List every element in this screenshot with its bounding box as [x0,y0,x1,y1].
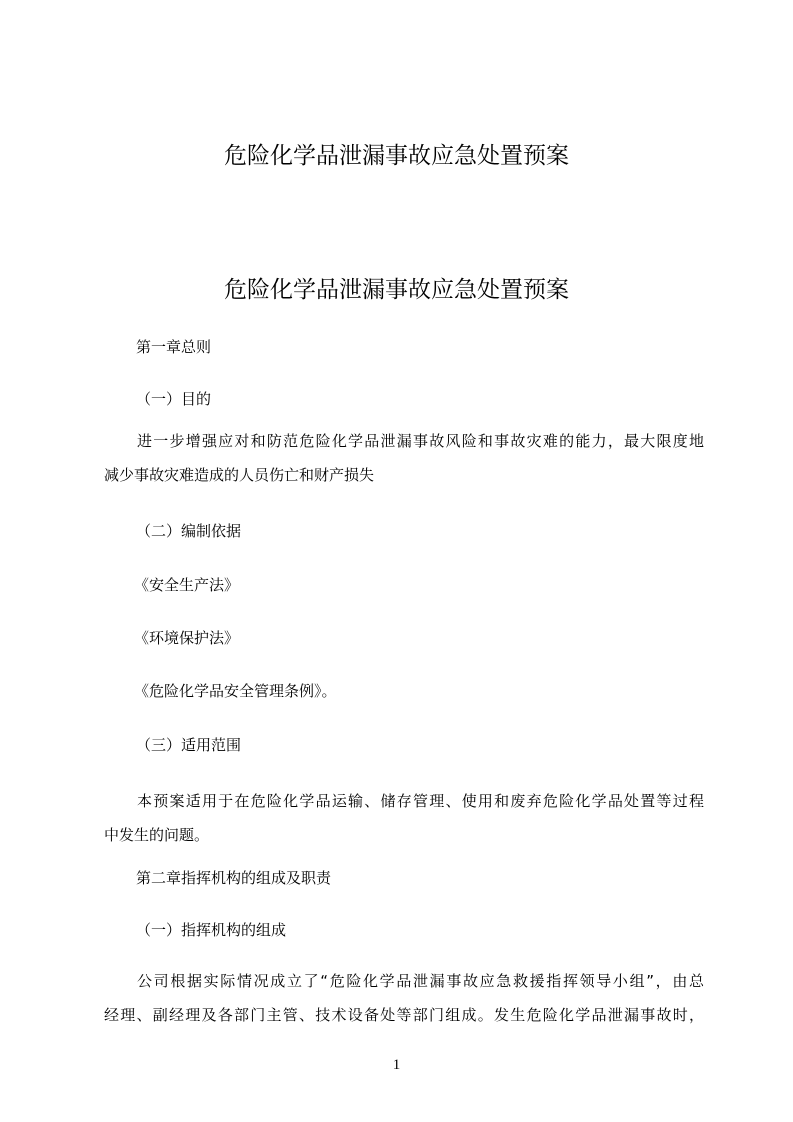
law-item: 《危险化学品安全管理条例》。 [134,682,337,700]
section-scope-heading: （三）适用范围 [136,736,242,754]
paragraph-line: 本预案适用于在危险化学品运输、储存管理、使用和废弃危险化学品处置等过程 [137,792,704,810]
law-item: 《环境保护法》 [134,629,240,647]
page-number: 1 [392,1057,401,1073]
paragraph-line: 经理、副经理及各部门主管、技术设备处等部门组成。发生危险化学品泄漏事故时， [104,1006,704,1024]
paragraph-line: 公司根据实际情况成立了“危险化学品泄漏事故应急救援指挥领导小组”，由总 [137,972,704,990]
paragraph-line: 进一步增强应对和防范危险化学品泄漏事故风险和事故灾难的能力，最大限度地 [137,432,704,450]
law-item: 《安全生产法》 [134,576,240,594]
section-basis-heading: （二）编制依据 [136,522,242,540]
paragraph-line: 中发生的问题。 [104,826,210,844]
section-scope-body [104,784,704,852]
chapter-2-heading: 第二章指挥机构的组成及职责 [136,869,332,887]
section-purpose-heading: （一）目的 [136,390,212,408]
section-org-heading: （一）指挥机构的组成 [136,921,287,939]
document-header-title: 危险化学品泄漏事故应急处置预案 [224,143,569,169]
document-main-title: 危险化学品泄漏事故应急处置预案 [224,277,569,303]
section-purpose-body [104,424,704,492]
chapter-1-heading: 第一章总则 [136,338,212,356]
section-org-body [104,964,704,1032]
paragraph-line: 减少事故灾难造成的人员伤亡和财产损失 [104,466,375,484]
